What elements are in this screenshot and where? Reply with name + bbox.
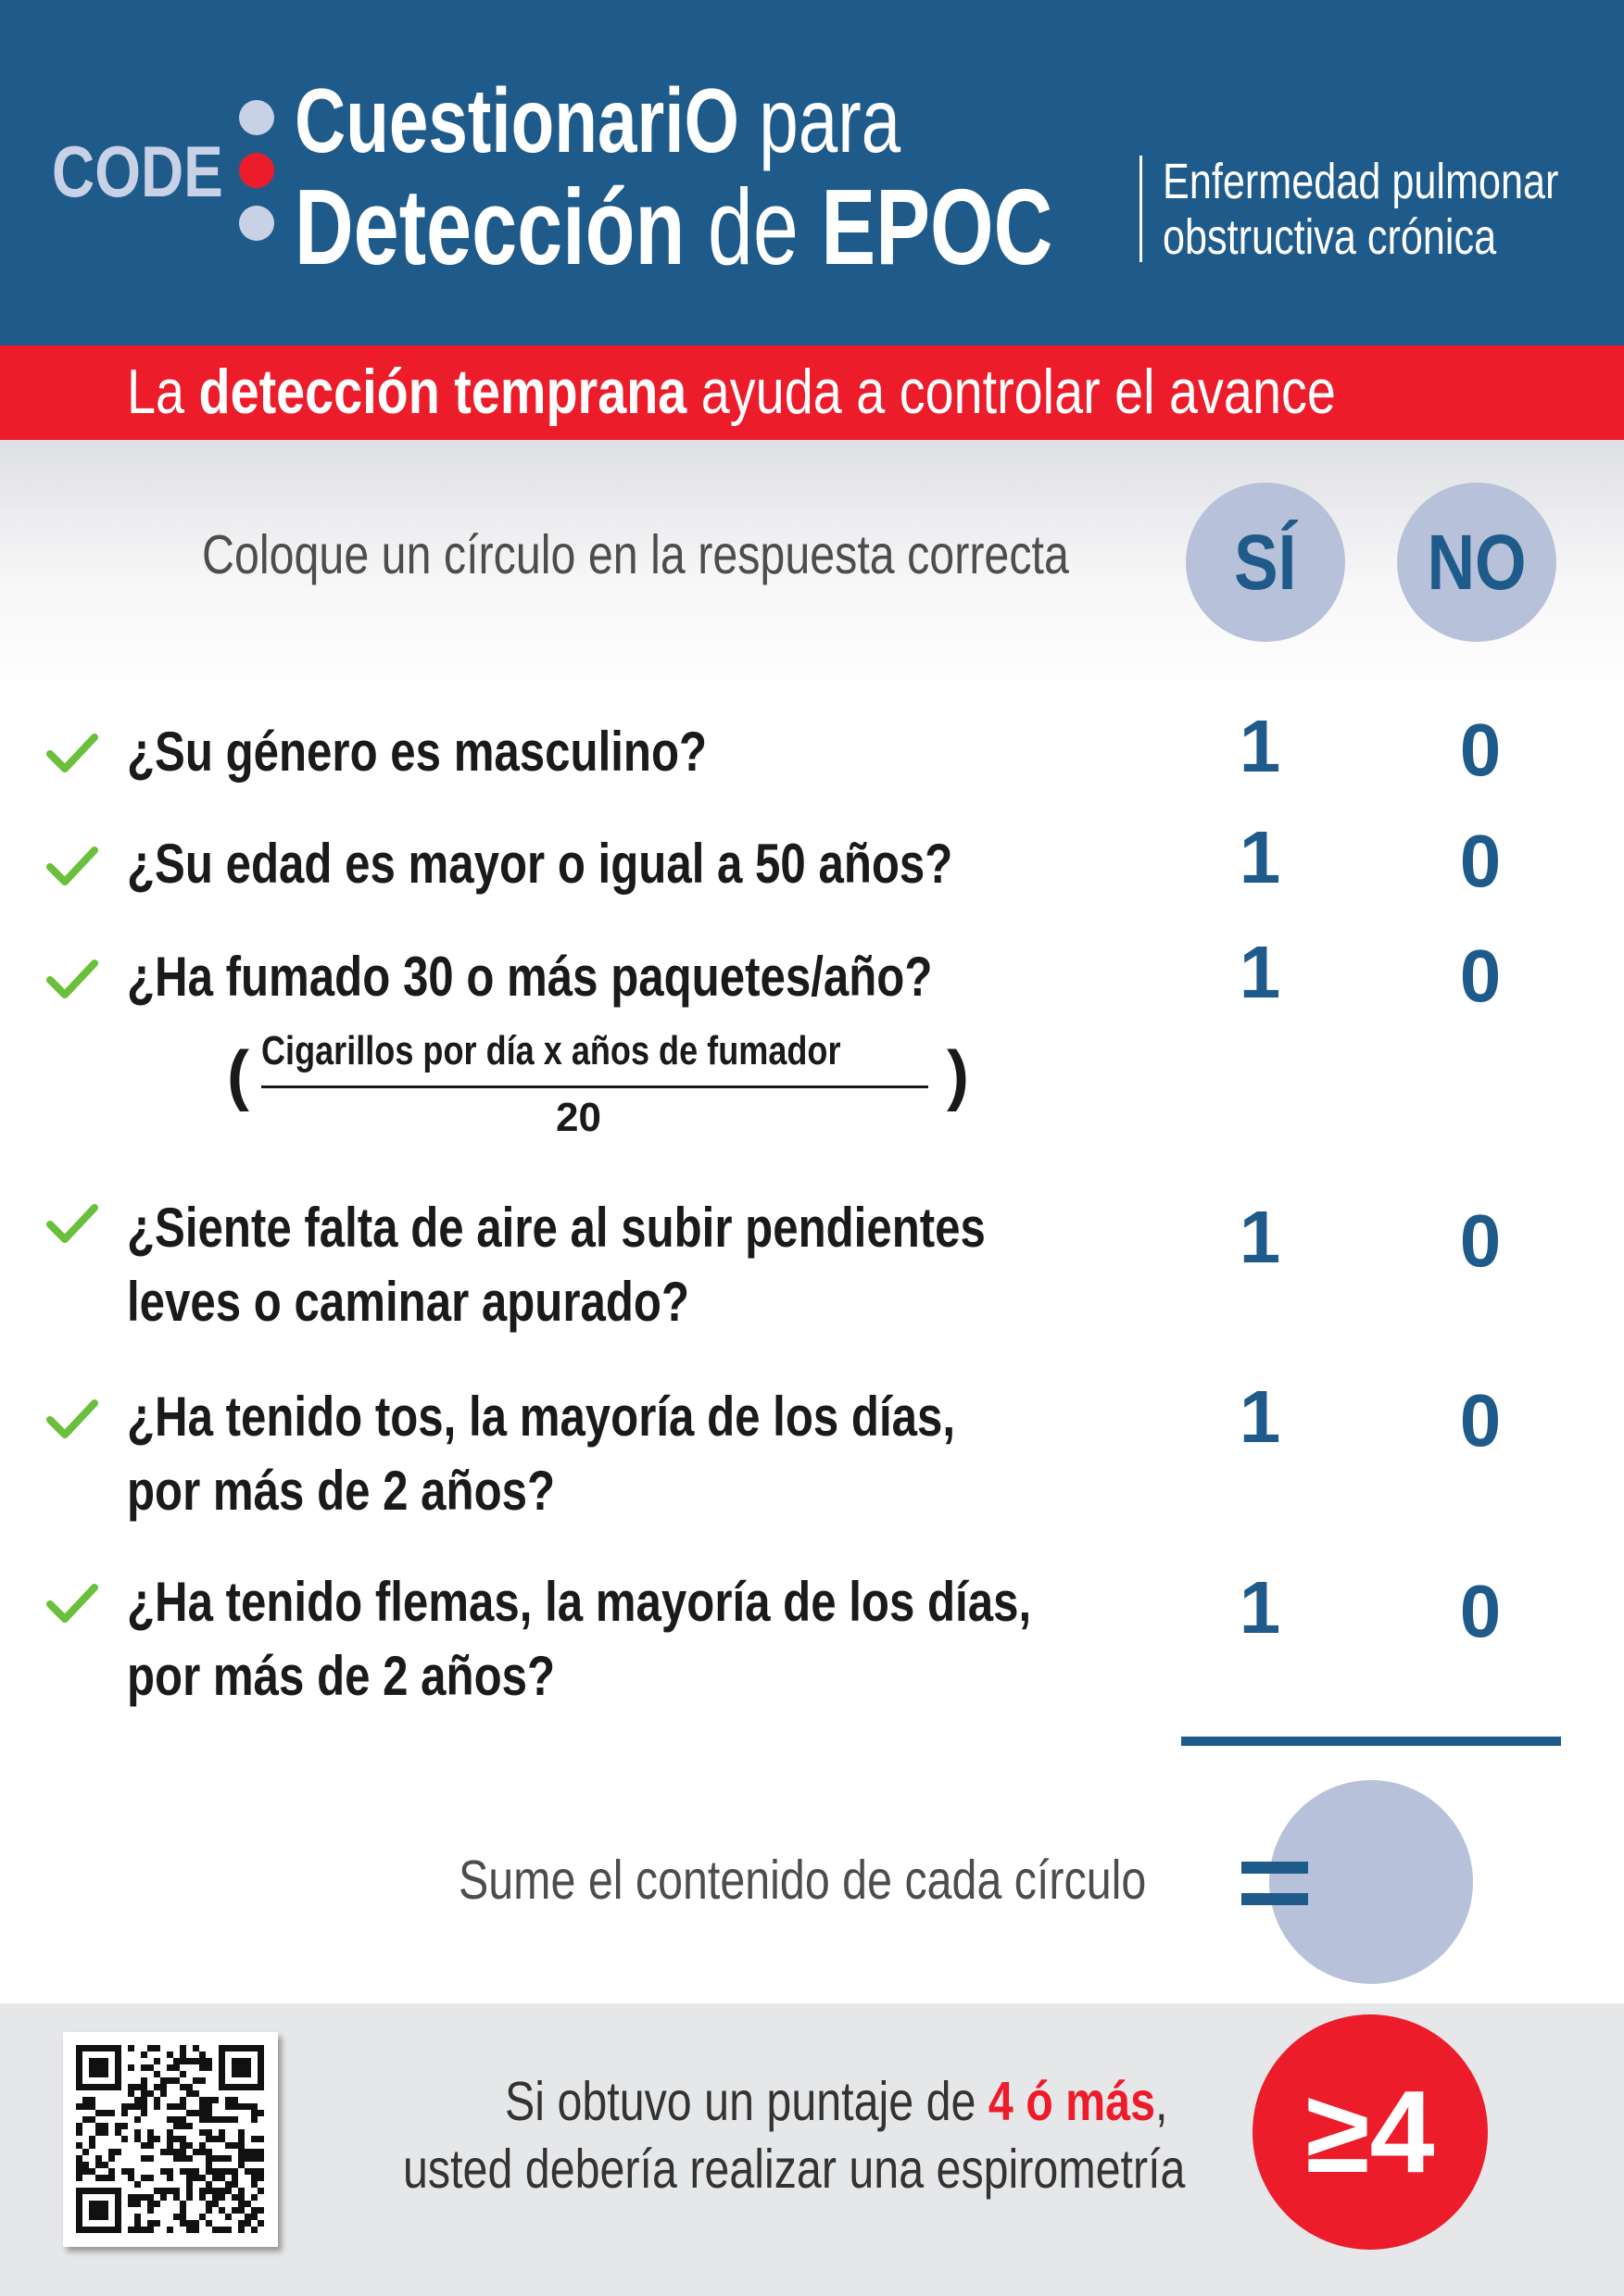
- question-4-text-2: leves o caminar apurado?: [127, 1271, 690, 1333]
- yes-score-4[interactable]: 1: [1239, 1196, 1281, 1278]
- equals-bar-top: [1241, 1862, 1308, 1874]
- sum-instruction: [459, 1849, 1297, 1912]
- question-1: [127, 715, 835, 789]
- check-icon: [46, 732, 98, 776]
- yes-header-label: SÍ: [1234, 519, 1297, 606]
- title-light-1: para: [738, 69, 901, 171]
- formula-numerator: [261, 1028, 968, 1074]
- threshold-text: ≥4: [1305, 2066, 1435, 2197]
- question-4: [127, 1191, 1174, 1339]
- result-post: ,: [1155, 2071, 1168, 2132]
- subtitle-line-1: [1163, 153, 1624, 210]
- formula-denominator: 20: [556, 1095, 601, 1140]
- question-2-text: ¿Su edad es mayor o igual a 50 años?: [127, 833, 953, 895]
- yes-score-6[interactable]: 1: [1239, 1566, 1281, 1649]
- no-score-1[interactable]: 0: [1459, 709, 1502, 791]
- qr-code-graphic: [63, 2032, 278, 2247]
- subtitle-text-1: Enfermedad pulmonar: [1163, 154, 1559, 209]
- total-answer-circle[interactable]: [1269, 1780, 1473, 1984]
- banner-bold: detección temprana: [198, 357, 687, 427]
- no-score-5[interactable]: 0: [1459, 1379, 1502, 1462]
- equals-bar-bottom: [1241, 1893, 1308, 1905]
- title-line-2: [295, 165, 1292, 289]
- no-score-4[interactable]: 0: [1459, 1199, 1502, 1282]
- check-icon: [46, 1202, 98, 1247]
- subtitle-line-2: [1163, 208, 1580, 266]
- no-score-3[interactable]: 0: [1459, 935, 1502, 1017]
- question-6-text-1: ¿Ha tenido flemas, la mayoría de los días,: [127, 1571, 1032, 1633]
- qr-code-icon[interactable]: [63, 2032, 278, 2247]
- question-5-text-1: ¿Ha tenido tos, la mayoría de los días,: [127, 1386, 956, 1448]
- title-line-1: [295, 69, 1072, 173]
- question-3-text: ¿Ha fumado 30 o más paquetes/año?: [127, 946, 933, 1008]
- yes-score-3[interactable]: 1: [1239, 931, 1281, 1013]
- question-3: [127, 940, 1109, 1014]
- title-bold-2b: EPOC: [821, 167, 1053, 287]
- question-5-text-2: por más de 2 años?: [127, 1460, 556, 1522]
- yes-score-5[interactable]: 1: [1239, 1375, 1281, 1458]
- yes-score-1[interactable]: 1: [1239, 705, 1281, 787]
- question-6-text-2: por más de 2 años?: [127, 1645, 556, 1707]
- logo-dot-middle: [239, 153, 274, 188]
- result-bold: 4 ó más: [988, 2071, 1156, 2132]
- check-icon: [46, 1582, 98, 1626]
- no-header-circle: [1397, 483, 1556, 642]
- yes-score-2[interactable]: 1: [1239, 816, 1281, 898]
- logo-dot-bottom: [239, 206, 274, 241]
- question-5: [127, 1380, 1137, 1528]
- header-divider: [1139, 156, 1142, 262]
- title-bold-2a: Detección: [295, 167, 686, 287]
- sum-instruction-text: Sume el contenido de cada círculo: [459, 1850, 1147, 1911]
- logo-code: [52, 130, 260, 214]
- question-4-text-1: ¿Siente falta de aire al subir pendientes: [127, 1197, 986, 1259]
- formula-fraction-bar: [261, 1085, 928, 1088]
- formula-close-paren: ): [947, 1038, 969, 1112]
- question-2: [127, 827, 1134, 901]
- no-score-6[interactable]: 0: [1459, 1570, 1502, 1652]
- result-line-1: [505, 2070, 1314, 2133]
- formula-numerator-text: Cigarillos por día x años de fumador: [261, 1028, 841, 1073]
- title-bold-1: CuestionariO: [295, 69, 739, 171]
- title-light-2: de: [685, 167, 822, 287]
- result-pre: Si obtuvo un puntaje de: [505, 2071, 988, 2132]
- banner-post: ayuda a controlar el avance: [686, 357, 1336, 427]
- result-line-2-text: usted debería realizar una espirometría: [403, 2139, 1186, 2200]
- no-score-2[interactable]: 0: [1459, 820, 1502, 902]
- banner-pre: La: [127, 357, 199, 427]
- subtitle-text-2: obstructiva crónica: [1163, 209, 1497, 265]
- no-header-label: NO: [1427, 519, 1527, 606]
- formula-open-paren: (: [227, 1038, 249, 1112]
- check-icon: [46, 845, 98, 889]
- logo-dot-top: [239, 100, 274, 135]
- question-1-text: ¿Su género es masculino?: [127, 721, 708, 783]
- banner-text: [127, 356, 1601, 428]
- check-icon: [46, 1398, 98, 1442]
- result-line-2: [403, 2138, 1357, 2201]
- threshold-badge: [1253, 2014, 1488, 2250]
- yes-header-circle: [1186, 483, 1345, 642]
- instructions-label: Coloque un círculo en la respuesta correcta: [202, 524, 1069, 585]
- instructions-text: [202, 523, 1259, 586]
- question-6: [127, 1565, 1229, 1713]
- total-underline: [1181, 1737, 1561, 1746]
- logo-text: CODE: [52, 131, 223, 212]
- check-icon: [46, 958, 98, 1002]
